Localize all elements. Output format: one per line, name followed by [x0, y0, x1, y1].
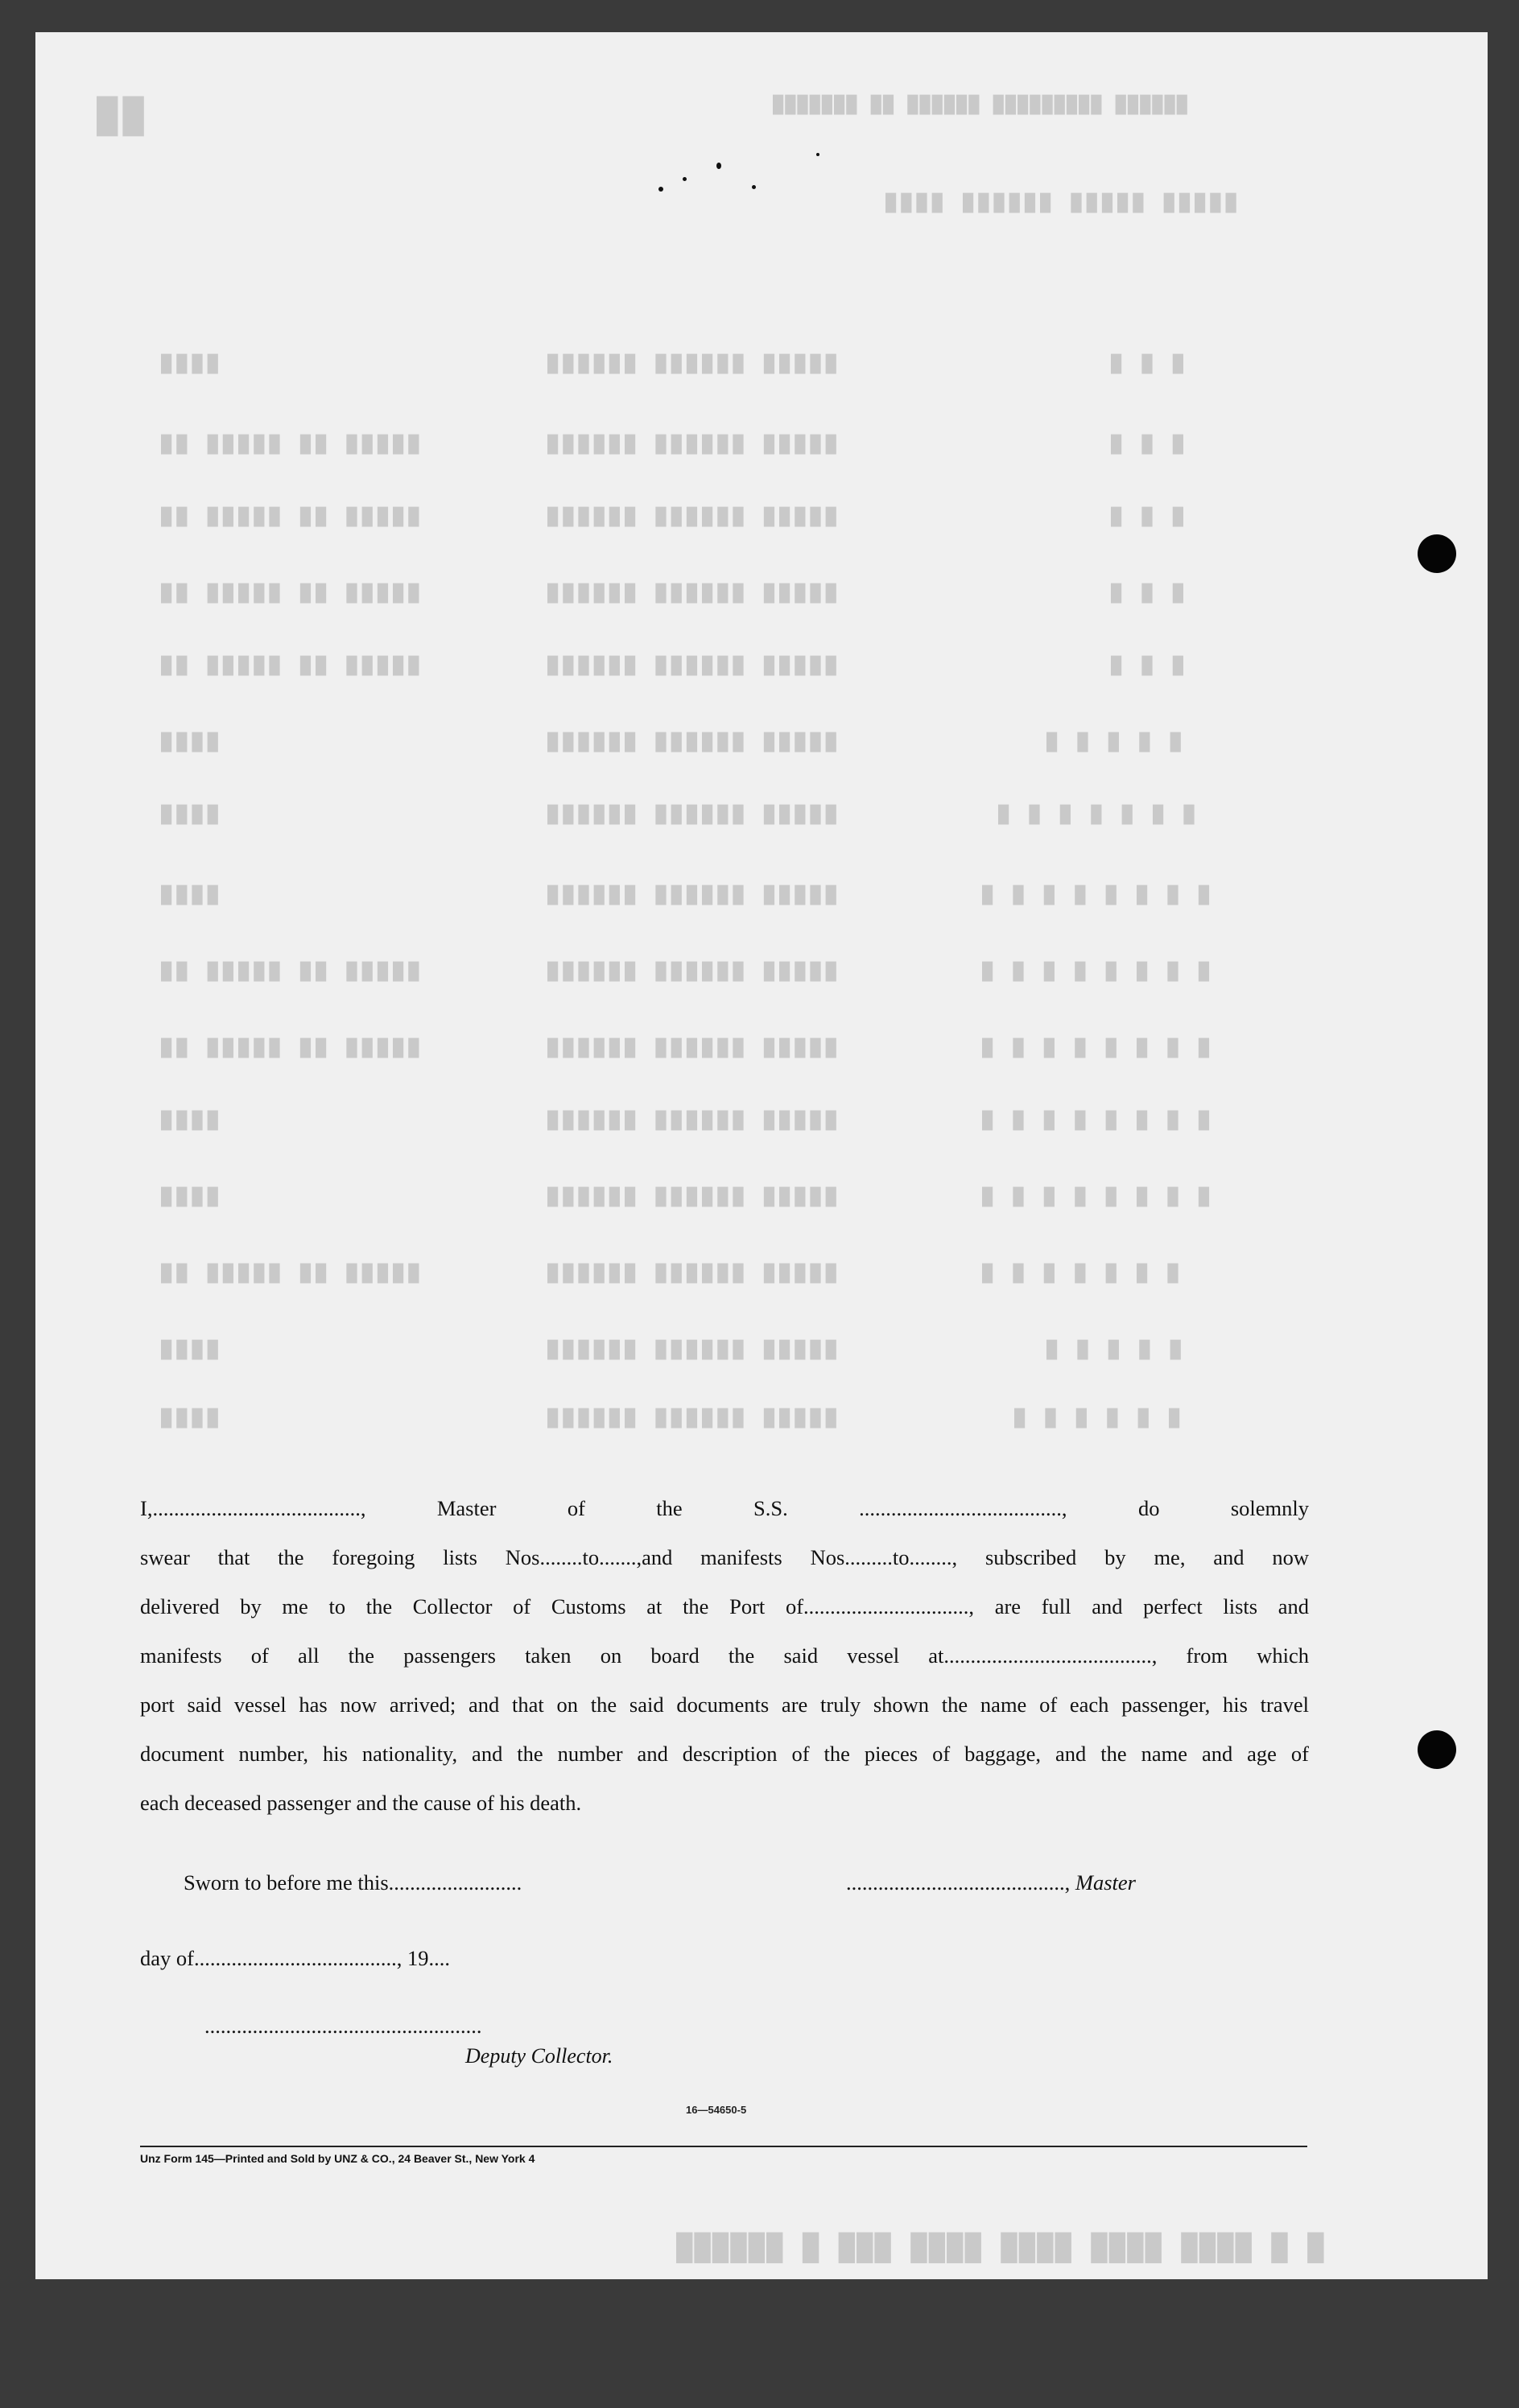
bleed-through-text: ██████ ██████ █████ [547, 435, 841, 455]
bleed-through-text: ██████ ██████ █████ [547, 1264, 841, 1284]
bleed-through-text: ██ █████ ██ █████ [161, 962, 424, 982]
bleed-through-text: █ █ █ [1111, 507, 1189, 527]
bleed-through-text: █ █ █ █ █ █ █ [982, 1264, 1183, 1284]
bleed-through-text: ██████ ██████ █████ [547, 583, 841, 604]
bleed-through-text: ████ [161, 1187, 223, 1207]
footer-divider [140, 2146, 1307, 2147]
bleed-through-text: ██ █████ ██ █████ [161, 1038, 424, 1058]
bleed-through-text: █ █ █ █ █ █ [1014, 1408, 1185, 1429]
bleed-through-text: ██████ ██████ █████ [547, 1038, 841, 1058]
deputy-signature-dots: .................................................... [204, 2014, 482, 2038]
bleed-through-text: ████ ██████ █████ █████ [885, 193, 1241, 213]
bleed-through-text: ████ [161, 1340, 223, 1360]
bleed-through-text: ██████ ██████ █████ [547, 354, 841, 374]
bleed-through-text: ██████ ██████ █████ [547, 1111, 841, 1131]
punch-hole [1418, 1730, 1456, 1769]
bleed-through-text: ███████ ██ ██████ █████████ ██████ [773, 95, 1189, 115]
bleed-through-text: █ █ █ [1111, 435, 1189, 455]
bleed-through-text: █ █ █ █ █ [1046, 1340, 1186, 1360]
bleed-through-text: █ █ █ [1111, 656, 1189, 676]
form-number: 16—54650-5 [686, 2104, 747, 2116]
bleed-through-text: ████ [161, 885, 223, 905]
bleed-through-text: ██ █████ ██ █████ [161, 1264, 424, 1284]
bleed-through-text: █ █ █ █ █ [1046, 732, 1186, 752]
bleed-through-text: ██████ ██████ █████ [547, 732, 841, 752]
oath-line: port said vessel has now arrived; and that on the said documents are truly shown the name of each passenger, his travel [140, 1693, 1309, 1717]
oath-line: each deceased passenger and the cause of his death. [140, 1791, 582, 1815]
bleed-through-text: ██ █████ ██ █████ [161, 507, 424, 527]
bleed-through-text: ██████ ██████ █████ [547, 805, 841, 825]
oath-line: I,......................................., Master of the S.S. ......................................, do solemnly [140, 1496, 1309, 1520]
bleed-through-text: ██ [97, 97, 149, 137]
bleed-through-text: █ █ █ █ █ █ █ █ [982, 1038, 1215, 1058]
bleed-through-text: ██ █████ ██ █████ [161, 435, 424, 455]
master-signature-line [846, 1870, 1136, 1895]
deputy-collector-label: Deputy Collector. [465, 2044, 613, 2068]
bleed-through-text: █ █ █ [1111, 583, 1189, 604]
bleed-through-text: █ █ █ █ █ █ █ █ [982, 885, 1215, 905]
bleed-through-text: ██████ ██████ █████ [547, 1340, 841, 1360]
bleed-through-text: █ █ █ █ █ █ █ [998, 805, 1199, 825]
oath-line: manifests of all the passengers taken on board the said vessel at......................................., from which [140, 1643, 1309, 1668]
punch-hole [1418, 534, 1456, 573]
bleed-through-text: ████ [161, 354, 223, 374]
day-line: day of......................................, 19.... [140, 1946, 450, 1970]
bleed-through-text: ██████ ██████ █████ [547, 885, 841, 905]
bleed-through-text: ██ █████ ██ █████ [161, 656, 424, 676]
bleed-through-text: ██████ ██████ █████ [547, 1187, 841, 1207]
master-label: Master [1075, 1870, 1136, 1895]
bleed-through-text: █ █ █ █ █ █ █ █ [982, 1111, 1215, 1131]
bleed-through-text: ██████ █ ███ ████ ████ ████ ████ █ █ [676, 2233, 1326, 2264]
bleed-through-text: ██████ ██████ █████ [547, 962, 841, 982]
bleed-through-text: ██████ ██████ █████ [547, 507, 841, 527]
bleed-through-text: █ █ █ [1111, 354, 1189, 374]
bleed-through-text: ██████ ██████ █████ [547, 656, 841, 676]
ink-speck [816, 153, 819, 156]
bleed-through-text: ████ [161, 732, 223, 752]
bleed-through-text: ██ █████ ██ █████ [161, 583, 424, 604]
master-dots: ........................................., [846, 1870, 1071, 1895]
sworn-line [184, 1870, 1311, 1895]
ink-speck [683, 177, 687, 181]
bleed-through-text: █ █ █ █ █ █ █ █ [982, 1187, 1215, 1207]
sworn-text: Sworn to before me this......................... [184, 1870, 522, 1895]
bleed-through-text: ████ [161, 1111, 223, 1131]
ink-speck [752, 185, 756, 189]
oath-line: delivered by me to the Collector of Customs at the Port of..............................., are full and perfect lists and [140, 1594, 1309, 1618]
bleed-through-text: █ █ █ █ █ █ █ █ [982, 962, 1215, 982]
oath-line: document number, his nationality, and the number and description of the pieces of baggage, and the name and age of [140, 1742, 1309, 1766]
printer-credit: Unz Form 145—Printed and Sold by UNZ & CO., 24 Beaver St., New York 4 [140, 2152, 535, 2165]
ink-speck [658, 187, 663, 192]
oath-line: swear that the foregoing lists Nos........to.......,and manifests Nos.........to........, subscribed by me, and now [140, 1545, 1309, 1569]
ink-speck [716, 163, 721, 169]
oath-paragraph [140, 1484, 1309, 1828]
bleed-through-text: ██████ ██████ █████ [547, 1408, 841, 1429]
bleed-through-text: ████ [161, 1408, 223, 1429]
bleed-through-text: ████ [161, 805, 223, 825]
